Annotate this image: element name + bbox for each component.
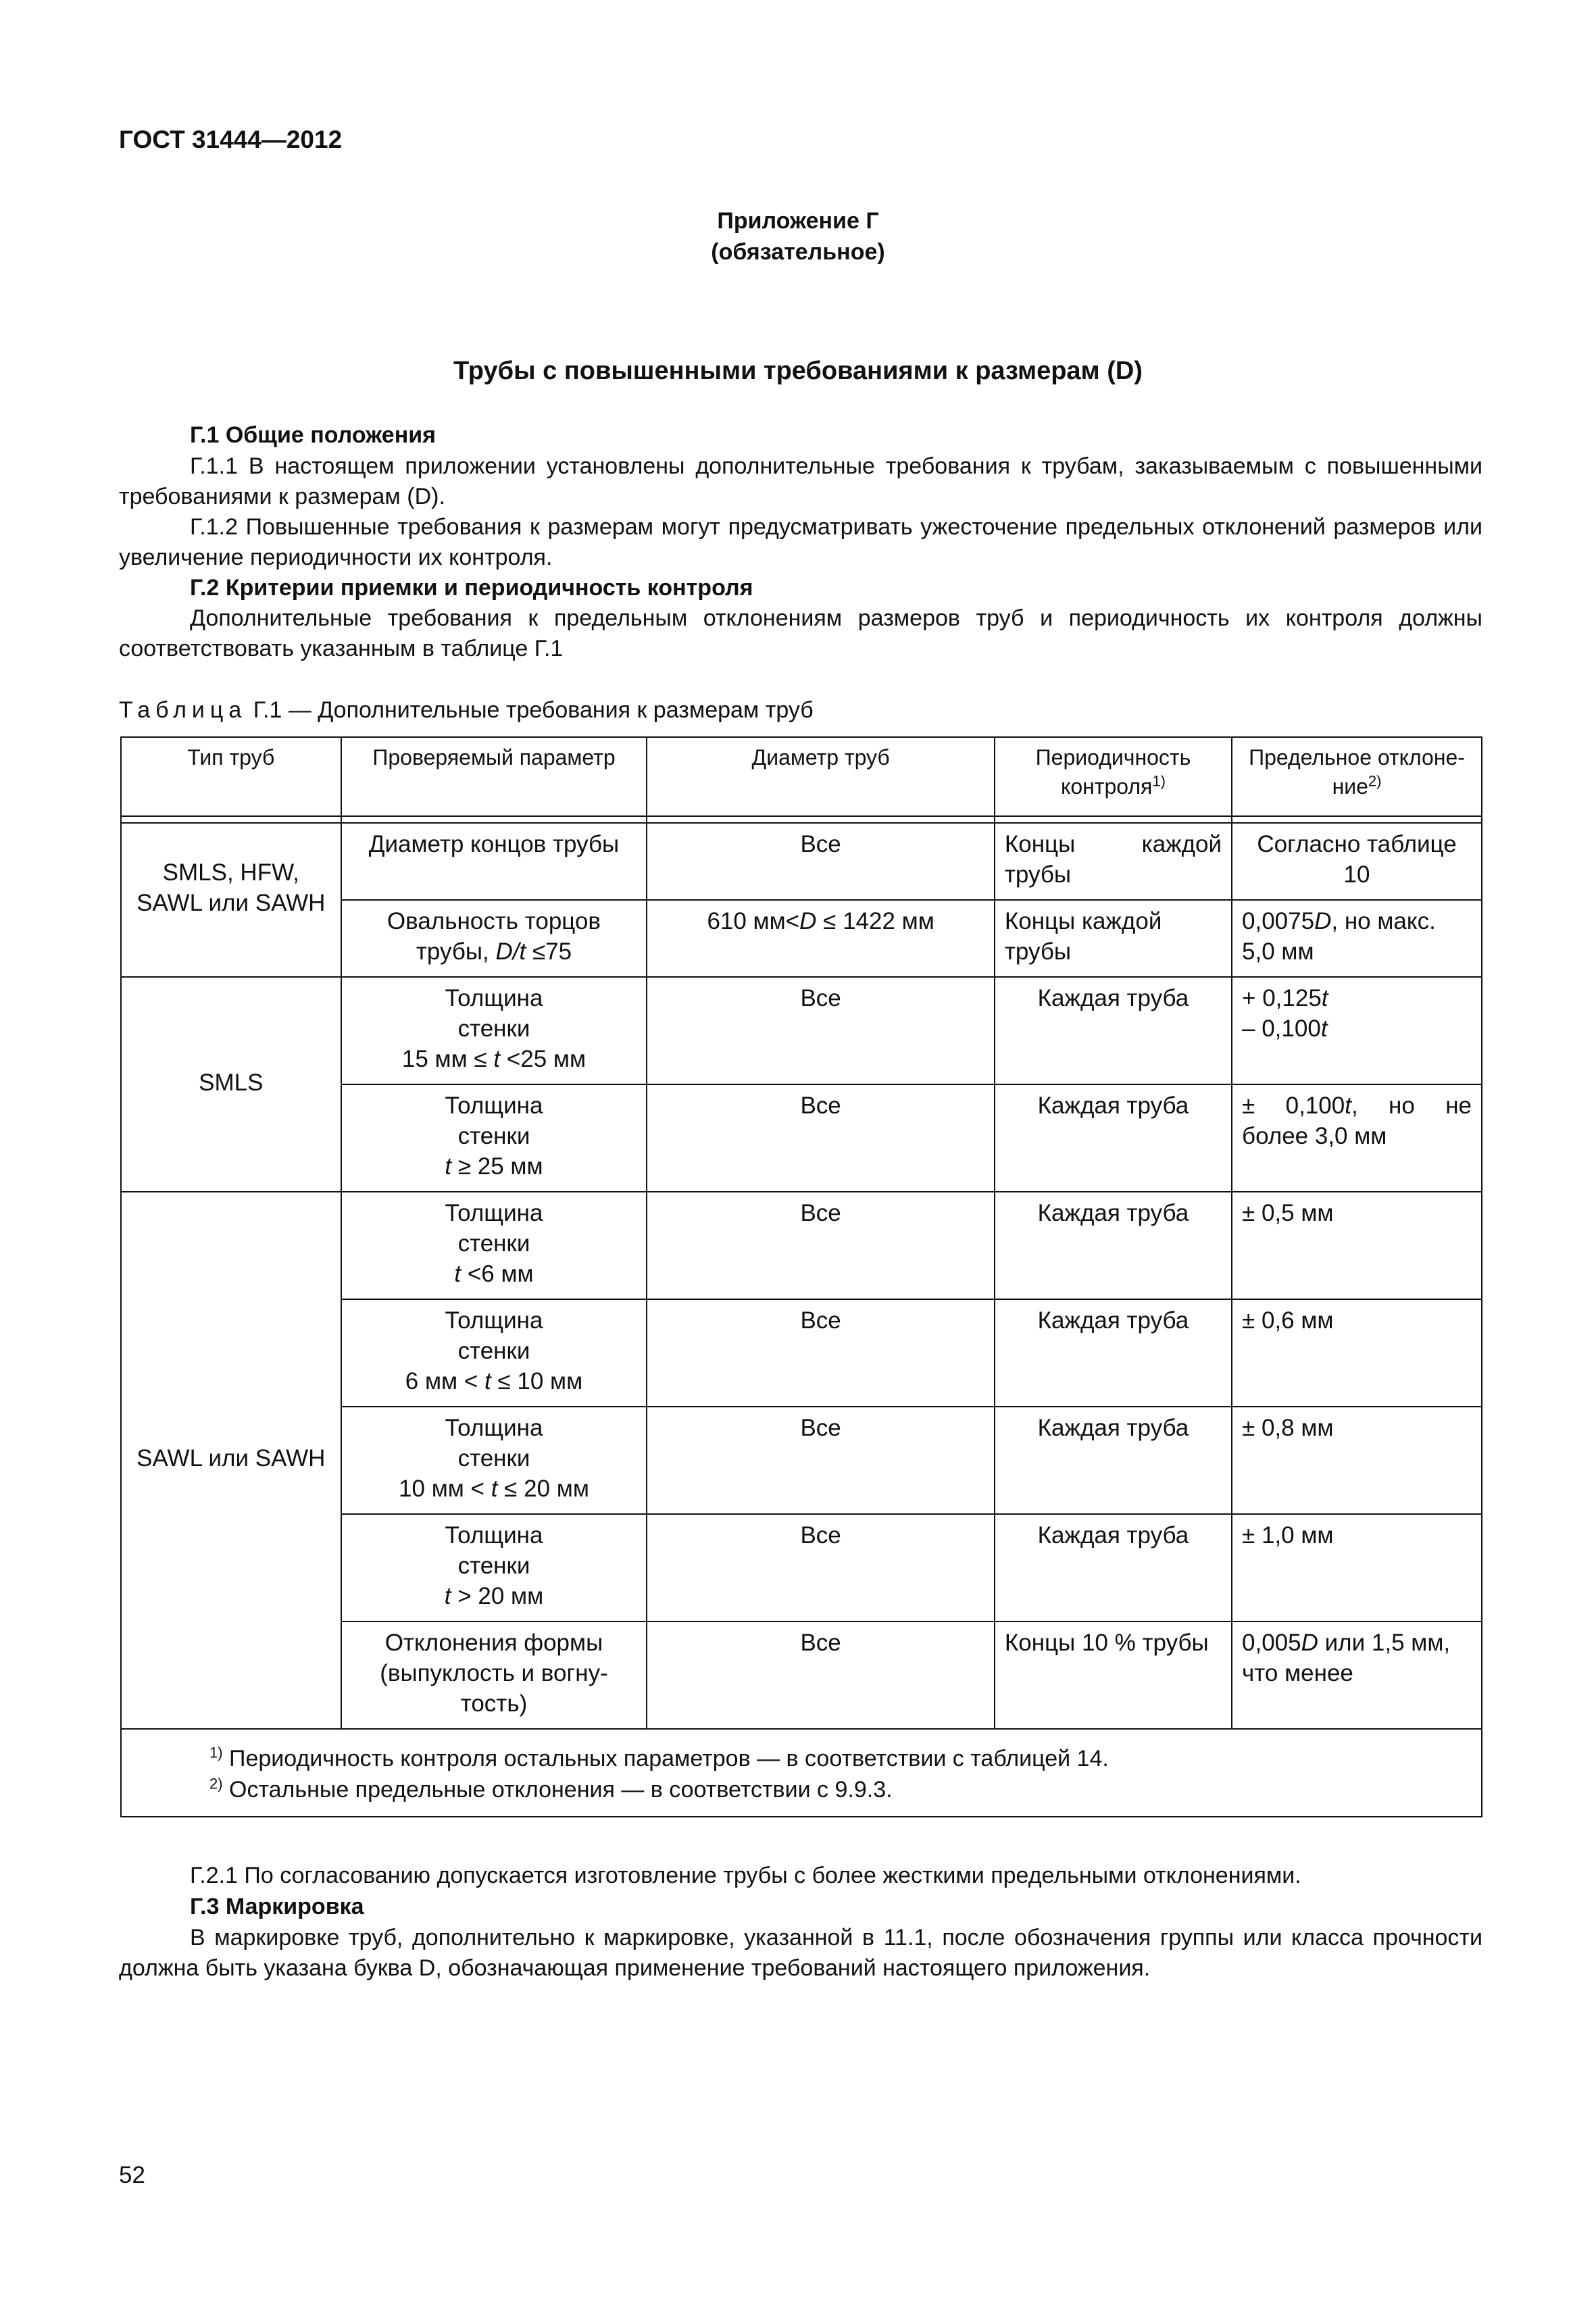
table-row [121, 1192, 1482, 1299]
cell-diameter: Все [647, 1514, 994, 1621]
section-g1-1: Г.1.1 В настоящем приложении установлены дополнительные требования к трубам, заказываемым с повышенными требованиями к размерам (D). [119, 453, 1482, 509]
group-type-3: SAWL или SAWH [121, 1192, 341, 1729]
table-row [121, 823, 1482, 900]
section-g2-heading: Г.2 Критерии приемки и периодичность контроля [190, 575, 753, 601]
cell-param: Толщина стенки 15 мм ≤ t <25 мм [341, 977, 647, 1084]
table-note-2: $^{2)}$ Остальные предельные отклонения — в соответствии с 9.9.3. [209, 1775, 893, 1803]
page-number: 52 [119, 2162, 145, 2188]
group-type-1: SMLS, HFW, SAWL или SAWH [121, 823, 341, 977]
cell-period: Концы каждой трубы [995, 823, 1232, 900]
appendix-title: Приложение Г [717, 208, 879, 234]
cell-deviation: 0,0075D, но макс. 5,0 мм [1232, 900, 1482, 977]
section-g1-2: Г.1.2 Повышенные требования к размерам могут предусматривать ужесточение предельных отклонений размеров или увеличение периодичности их контроля. [119, 514, 1482, 570]
cell-period: Каждая труба [995, 1192, 1232, 1299]
requirements-table [120, 736, 1482, 1817]
cell-param: Толщина стенки t <6 мм [341, 1192, 647, 1299]
cell-period: Каждая труба [995, 1084, 1232, 1192]
cell-param: Толщина стенки t > 20 мм [341, 1514, 647, 1621]
header-diameter: Диаметр труб [647, 737, 994, 816]
cell-diameter: Все [647, 1621, 994, 1729]
cell-param: Толщина стенки t ≥ 25 мм [341, 1084, 647, 1192]
header-period: Периодичность контроля$^{1)}$ [995, 737, 1232, 816]
cell-deviation: ± 0,5 мм [1232, 1192, 1482, 1299]
section-g1-heading: Г.1 Общие положения [190, 422, 436, 448]
document-id: ГОСТ 31444—2012 [119, 126, 343, 153]
group-type-2: SMLS [121, 977, 341, 1192]
table-note-1: $^{1)}$ Периодичность контроля остальных параметров — в соответствии с таблицей 14. [209, 1744, 1109, 1771]
section-g3-heading: Г.3 Маркировка [190, 1894, 364, 1919]
table-caption [119, 697, 814, 724]
cell-period: Концы 10 % трубы [995, 1621, 1232, 1729]
cell-diameter: Все [647, 1192, 994, 1299]
cell-deviation: Согласно таблице 10 [1232, 823, 1482, 900]
cell-diameter: 610 мм<D ≤ 1422 мм [647, 900, 994, 977]
header-deviation: Предельное отклоне-ние$^{2)}$ [1232, 737, 1482, 816]
cell-diameter: Все [647, 977, 994, 1084]
cell-param: Овальность торцов трубы, D/t ≤75 [341, 900, 647, 977]
cell-period: Каждая труба [995, 1514, 1232, 1621]
cell-diameter: Все [647, 1299, 994, 1407]
cell-diameter: Все [647, 1407, 994, 1514]
cell-deviation: 0,005D или 1,5 мм, что менее [1232, 1621, 1482, 1729]
table-caption-label: Таблица [119, 697, 247, 723]
table-notes-row [121, 1729, 1482, 1817]
cell-param: Толщина стенки 6 мм < t ≤ 10 мм [341, 1299, 647, 1407]
cell-deviation: ± 0,100t, но не более 3,0 мм [1232, 1084, 1482, 1192]
table-row [121, 977, 1482, 1084]
cell-period: Каждая труба [995, 1299, 1232, 1407]
section-g2-text: Дополнительные требования к предельным отклонениям размеров труб и периодичность их контроля должны соответствовать указанным в таблице Г.1 [119, 605, 1482, 661]
table-notes [121, 1729, 1482, 1817]
cell-param: Диаметр концов трубы [341, 823, 647, 900]
table-header-row [121, 737, 1482, 816]
main-title: Трубы с повышенными требованиями к размерам (D) [453, 357, 1143, 385]
cell-diameter: Все [647, 1084, 994, 1192]
cell-deviation: + 0,125t – 0,100t [1232, 977, 1482, 1084]
cell-param: Толщина стенки 10 мм < t ≤ 20 мм [341, 1407, 647, 1514]
appendix-subtitle: (обязательное) [711, 239, 885, 265]
table-caption-text: Г.1 — Дополнительные требования к размерам труб [253, 697, 814, 723]
header-type: Тип труб [121, 737, 341, 816]
cell-deviation: ± 1,0 мм [1232, 1514, 1482, 1621]
section-g3-text: В маркировке труб, дополнительно к маркировке, указанной в 11.1, после обозначения группы или класса прочности должна быть указана буква D, обозначающая применение требований настоящего приложения. [119, 1925, 1482, 1981]
cell-period: Концы каждой трубы [995, 900, 1232, 977]
header-param: Проверяемый параметр [341, 737, 647, 816]
cell-period: Каждая труба [995, 1407, 1232, 1514]
section-g2-1: Г.2.1 По согласованию допускается изготовление трубы с более жесткими предельными отклонениями. [190, 1863, 1301, 1888]
cell-period: Каждая труба [995, 977, 1232, 1084]
cell-param: Отклонения формы (выпуклость и вогну-тость) [341, 1621, 647, 1729]
cell-deviation: ± 0,6 мм [1232, 1299, 1482, 1407]
cell-deviation: ± 0,8 мм [1232, 1407, 1482, 1514]
cell-diameter: Все [647, 823, 994, 900]
